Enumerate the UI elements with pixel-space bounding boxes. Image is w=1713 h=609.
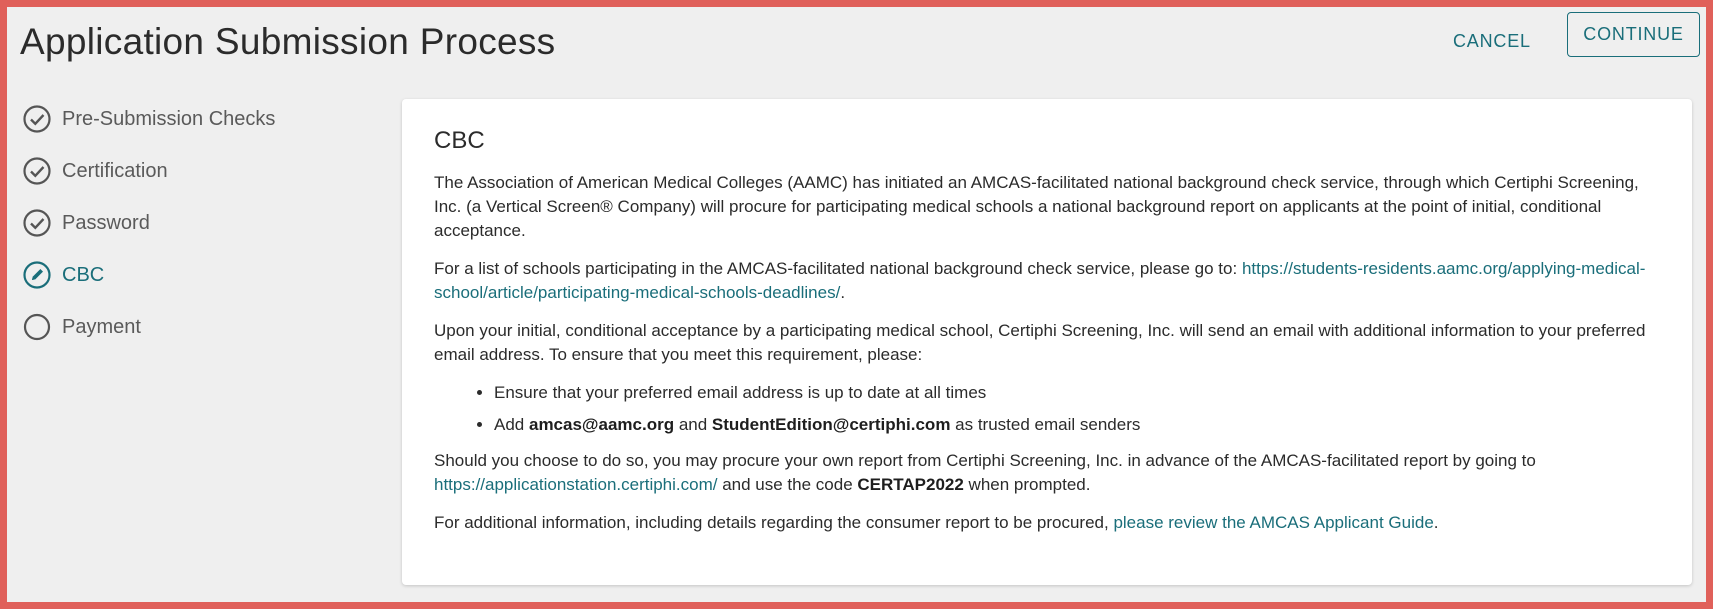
step-cbc[interactable] bbox=[22, 249, 275, 301]
additional-info-paragraph bbox=[434, 511, 1660, 535]
applicant-guide-link[interactable]: please review the AMCAS Applicant Guide bbox=[1113, 513, 1434, 532]
step-label: CBC bbox=[62, 263, 105, 286]
progress-steps bbox=[22, 93, 275, 353]
list-text: Add bbox=[494, 415, 529, 434]
check-circle-icon bbox=[22, 104, 52, 134]
own-report-paragraph bbox=[434, 449, 1660, 497]
step-password[interactable] bbox=[22, 197, 275, 249]
cbc-content-card bbox=[402, 99, 1692, 585]
check-circle-icon bbox=[22, 208, 52, 238]
email-address: StudentEdition@certiphi.com bbox=[711, 415, 951, 434]
check-circle-icon bbox=[22, 156, 52, 186]
list-text: and bbox=[674, 415, 712, 434]
promo-code: CERTAP2022 bbox=[857, 475, 964, 494]
applicationstation-link[interactable]: https://applicationstation.certiphi.com/ bbox=[434, 475, 718, 494]
step-certification[interactable] bbox=[22, 145, 275, 197]
paragraph-text: Should you choose to do so, you may procure your own report from Certiphi Screening, Inc. in advance of the AMCAS-facilitated report by going to bbox=[434, 451, 1536, 470]
paragraph-text: when prompted. bbox=[963, 475, 1091, 494]
list-item bbox=[494, 413, 1660, 437]
schools-list-paragraph bbox=[434, 257, 1660, 305]
page-title: Application Submission Process bbox=[20, 21, 556, 62]
section-heading: CBC bbox=[434, 127, 485, 154]
requirements-list bbox=[434, 381, 1660, 437]
paragraph-text: . bbox=[1433, 513, 1439, 532]
step-label: Certification bbox=[62, 159, 168, 182]
cancel-button[interactable]: CANCEL bbox=[1445, 27, 1539, 56]
step-label: Payment bbox=[62, 315, 141, 338]
intro-paragraph: The Association of American Medical Colleges (AAMC) has initiated an AMCAS-facilitated national background check service, through which Certiphi Screening, Inc. (a Vertical Screen® Company) will procure for participating medical schools a national background report on applicants at the point of initial, conditional acceptance. bbox=[434, 173, 1639, 240]
step-label: Pre-Submission Checks bbox=[62, 107, 276, 130]
list-item: • Ensure that your preferred email address is up to date at all times bbox=[494, 381, 1660, 405]
step-payment[interactable] bbox=[22, 301, 275, 353]
paragraph-text: For additional information, including details regarding the consumer report to be procured, bbox=[434, 513, 1114, 532]
paragraph-text: and use the code bbox=[717, 475, 858, 494]
continue-button[interactable]: CONTINUE bbox=[1567, 12, 1700, 57]
step-pre-submission-checks[interactable] bbox=[22, 93, 275, 145]
participating-schools-link[interactable]: https://students-residents.aamc.org/applying-medical-school/article/participating-medical-schools-deadlines/ bbox=[434, 259, 1646, 302]
paragraph-text: For a list of schools participating in the AMCAS-facilitated national background check service, please go to: bbox=[434, 259, 1242, 278]
paragraph-text: . bbox=[840, 283, 846, 302]
email-requirement-paragraph: Upon your initial, conditional acceptance by a participating medical school, Certiphi Screening, Inc. will send an email with additional information to your preferred email address. To ensure that you meet this requirement, please: bbox=[434, 321, 1646, 364]
pencil-circle-icon bbox=[22, 260, 52, 290]
email-address: amcas@aamc.org bbox=[528, 415, 675, 434]
step-label: Password bbox=[62, 211, 150, 234]
list-text: as trusted email senders bbox=[950, 415, 1141, 434]
empty-circle-icon bbox=[22, 312, 52, 342]
